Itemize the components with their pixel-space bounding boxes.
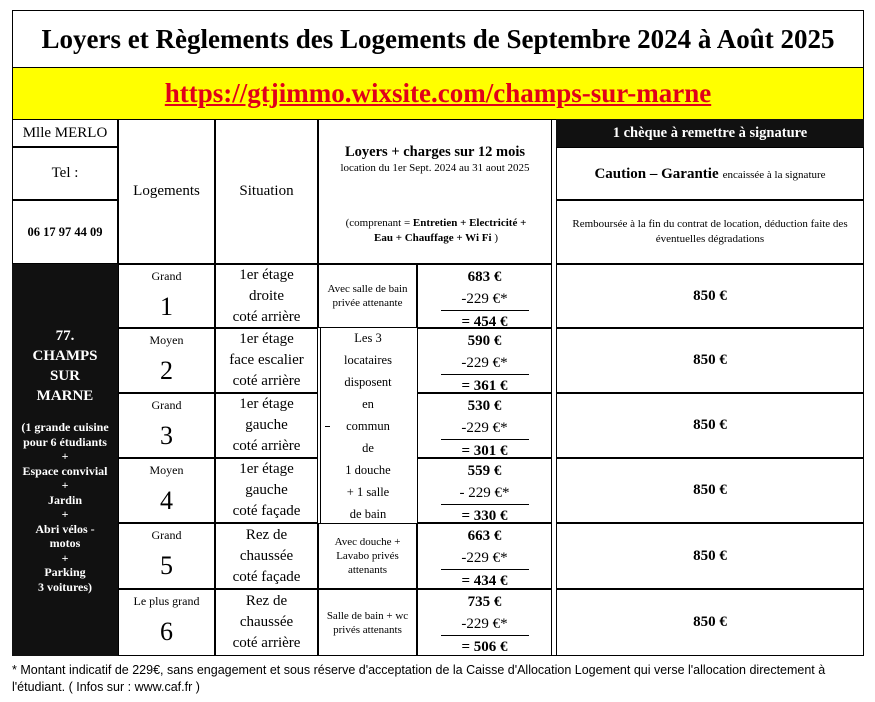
logement-cell — [118, 458, 215, 523]
situation-line: face escalier — [229, 352, 304, 368]
situation-line: coté arrière — [232, 438, 301, 454]
situation-cell — [215, 523, 318, 589]
contact-name: Mlle MERLO — [12, 119, 118, 147]
location-feature-line: Jardin — [47, 492, 82, 507]
bracket-tick — [325, 426, 330, 427]
price-aide: -229 €* — [441, 613, 529, 636]
caution-amount: 850 € — [556, 328, 864, 393]
logement-size: Moyen — [149, 463, 184, 477]
caution-amount: 850 € — [556, 458, 864, 523]
price-aide: -229 €* — [441, 547, 529, 570]
price-total: 590 € — [467, 333, 502, 349]
header-loyers — [318, 119, 552, 264]
logement-number: 6 — [160, 617, 173, 646]
shared-bath-line: 1 douche — [345, 462, 391, 477]
logement-cell — [118, 523, 215, 589]
price-cell — [417, 393, 552, 458]
situation-line: chaussée — [239, 614, 294, 630]
location-feature-line: + — [61, 507, 69, 521]
situation-line: 1er étage — [239, 396, 294, 412]
situation-line: Rez de — [245, 526, 288, 543]
loyers-title: Loyers + charges sur 12 mois — [345, 144, 525, 160]
situation-line: coté façade — [232, 568, 301, 585]
loyers-period: location du 1er Sept. 2024 au 31 aout 2025 — [340, 162, 530, 174]
logement-size: Grand — [151, 269, 182, 283]
logement-number: 5 — [160, 551, 173, 580]
situation-cell — [215, 393, 318, 458]
price-net: = 361 € — [461, 378, 508, 394]
location-feature-line: + — [61, 550, 69, 565]
caution-refund-note: Remboursée à la fin du contrat de location, déduction faite des éventuelles dégradations — [556, 200, 864, 264]
location-sidebar — [12, 264, 118, 656]
price-net: = 434 € — [461, 573, 508, 589]
price-total: 663 € — [467, 528, 502, 544]
shared-bath-line: disposent — [344, 374, 392, 389]
location-title-line: CHAMPS — [32, 348, 98, 364]
situation-line: chaussée — [239, 547, 294, 564]
private-bath-cell: Avec salle de bain privée attenante — [318, 264, 417, 328]
logement-number: 3 — [160, 421, 173, 450]
location-feature-line: (1 grande cuisine — [21, 420, 109, 434]
price-total: 530 € — [467, 398, 502, 414]
situation-cell — [215, 264, 318, 328]
price-cell — [417, 589, 552, 656]
price-aide: -229 €* — [441, 417, 529, 440]
situation-cell — [215, 458, 318, 523]
logement-number: 2 — [160, 356, 173, 385]
logement-cell — [118, 393, 215, 458]
logement-cell — [118, 328, 215, 393]
caution-amount: 850 € — [556, 393, 864, 458]
caution-amount: 850 € — [556, 589, 864, 656]
includes-list-2: Eau + Chauffage + Wi Fi — [374, 232, 492, 244]
situation-line: 1er étage — [239, 266, 294, 283]
price-cell — [417, 458, 552, 523]
situation-line: 1er étage — [239, 331, 294, 347]
logement-size: Grand — [151, 398, 182, 412]
price-total: 683 € — [467, 269, 502, 285]
logement-number: 4 — [160, 486, 173, 515]
shared-bath-line: en — [362, 396, 374, 411]
logement-size: Grand — [151, 528, 182, 542]
shared-bath-line: locataires — [344, 352, 392, 367]
location-feature-line: + — [61, 449, 69, 463]
location-title — [33, 326, 98, 406]
shared-bath-line: + 1 salle — [346, 484, 390, 499]
includes-list-1: Entretien + Electricité + — [412, 217, 527, 229]
footnote: * Montant indicatif de 229€, sans engagement et sous réserve d'acceptation de la Caisse d'Allocation Logement qui verse l'allocation directement à l'étudiant. ( Infos sur : www.caf.fr ) — [12, 663, 826, 694]
location-feature-line: 3 voitures) — [37, 579, 93, 594]
price-total: 559 € — [467, 463, 502, 479]
location-title-line: 77. — [55, 328, 75, 344]
location-feature-line: Espace convivial — [22, 463, 108, 478]
price-cell — [417, 523, 552, 589]
logement-size: Moyen — [149, 333, 184, 347]
logement-cell — [118, 264, 215, 328]
header-cheque: 1 chèque à remettre à signature — [556, 119, 864, 147]
situation-line: coté façade — [232, 503, 301, 519]
page-title: Loyers et Règlements des Logements de Septembre 2024 à Août 2025 — [12, 10, 864, 68]
location-feature-line: + — [61, 478, 69, 492]
situation-line: gauche — [245, 417, 288, 433]
situation-line: coté arrière — [232, 635, 301, 651]
caution-amount: 850 € — [556, 523, 864, 589]
shared-bath-line: commun — [346, 418, 390, 433]
price-aide: -229 €* — [441, 288, 529, 311]
location-feature-line: pour 6 étudiants — [23, 434, 107, 449]
logement-size: Le plus grand — [133, 594, 200, 608]
logement-number: 1 — [160, 292, 173, 321]
situation-line: droite — [249, 287, 284, 304]
location-title-line: SUR — [49, 368, 80, 384]
situation-line: Rez de — [245, 593, 288, 609]
private-bath-cell: Avec douche + Lavabo privés attenants — [318, 523, 417, 589]
includes-prefix: (comprenant = — [345, 217, 413, 229]
website-link[interactable]: https://gtjimmo.wixsite.com/champs-sur-marne — [164, 78, 712, 108]
caution-amount: 850 € — [556, 264, 864, 328]
header-situation: Situation — [215, 119, 318, 264]
price-net: = 301 € — [461, 443, 508, 459]
includes-suffix: ) — [491, 232, 498, 244]
price-net: = 330 € — [461, 508, 508, 524]
shared-bath-line: de bain — [349, 506, 387, 521]
shared-bath-line: Les 3 — [354, 330, 382, 345]
loyers-includes — [323, 216, 549, 246]
logement-cell — [118, 589, 215, 656]
price-cell — [417, 328, 552, 393]
price-net: = 506 € — [461, 639, 508, 655]
situation-line: coté arrière — [232, 373, 301, 389]
price-cell — [417, 264, 552, 328]
price-aide: - 229 €* — [441, 482, 529, 505]
price-total: 735 € — [467, 594, 502, 610]
price-aide: -229 €* — [441, 352, 529, 375]
caution-note: encaissée à la signature — [722, 168, 826, 181]
location-feature-line: Abri vélos - — [35, 521, 95, 536]
shared-bath-line: de — [362, 440, 374, 455]
caution-title: Caution – Garantie — [594, 165, 719, 182]
situation-cell — [215, 589, 318, 656]
location-feature-line: motos — [49, 536, 81, 550]
situation-cell — [215, 328, 318, 393]
location-features — [21, 420, 108, 594]
situation-line: gauche — [245, 482, 288, 498]
situation-line: 1er étage — [239, 461, 294, 477]
situation-line: coté arrière — [232, 308, 301, 325]
location-feature-line: Parking — [44, 565, 86, 579]
location-title-line: MARNE — [36, 388, 94, 404]
shared-bath-block — [320, 328, 415, 523]
url-banner — [12, 67, 864, 120]
header-logements: Logements — [118, 119, 215, 264]
contact-tel-label: Tel : — [12, 147, 118, 200]
contact-phone: 06 17 97 44 09 — [12, 200, 118, 264]
private-bath-cell: Salle de bain + wc privés attenants — [318, 589, 417, 656]
price-net: = 454 € — [461, 314, 508, 330]
header-caution — [556, 147, 864, 200]
